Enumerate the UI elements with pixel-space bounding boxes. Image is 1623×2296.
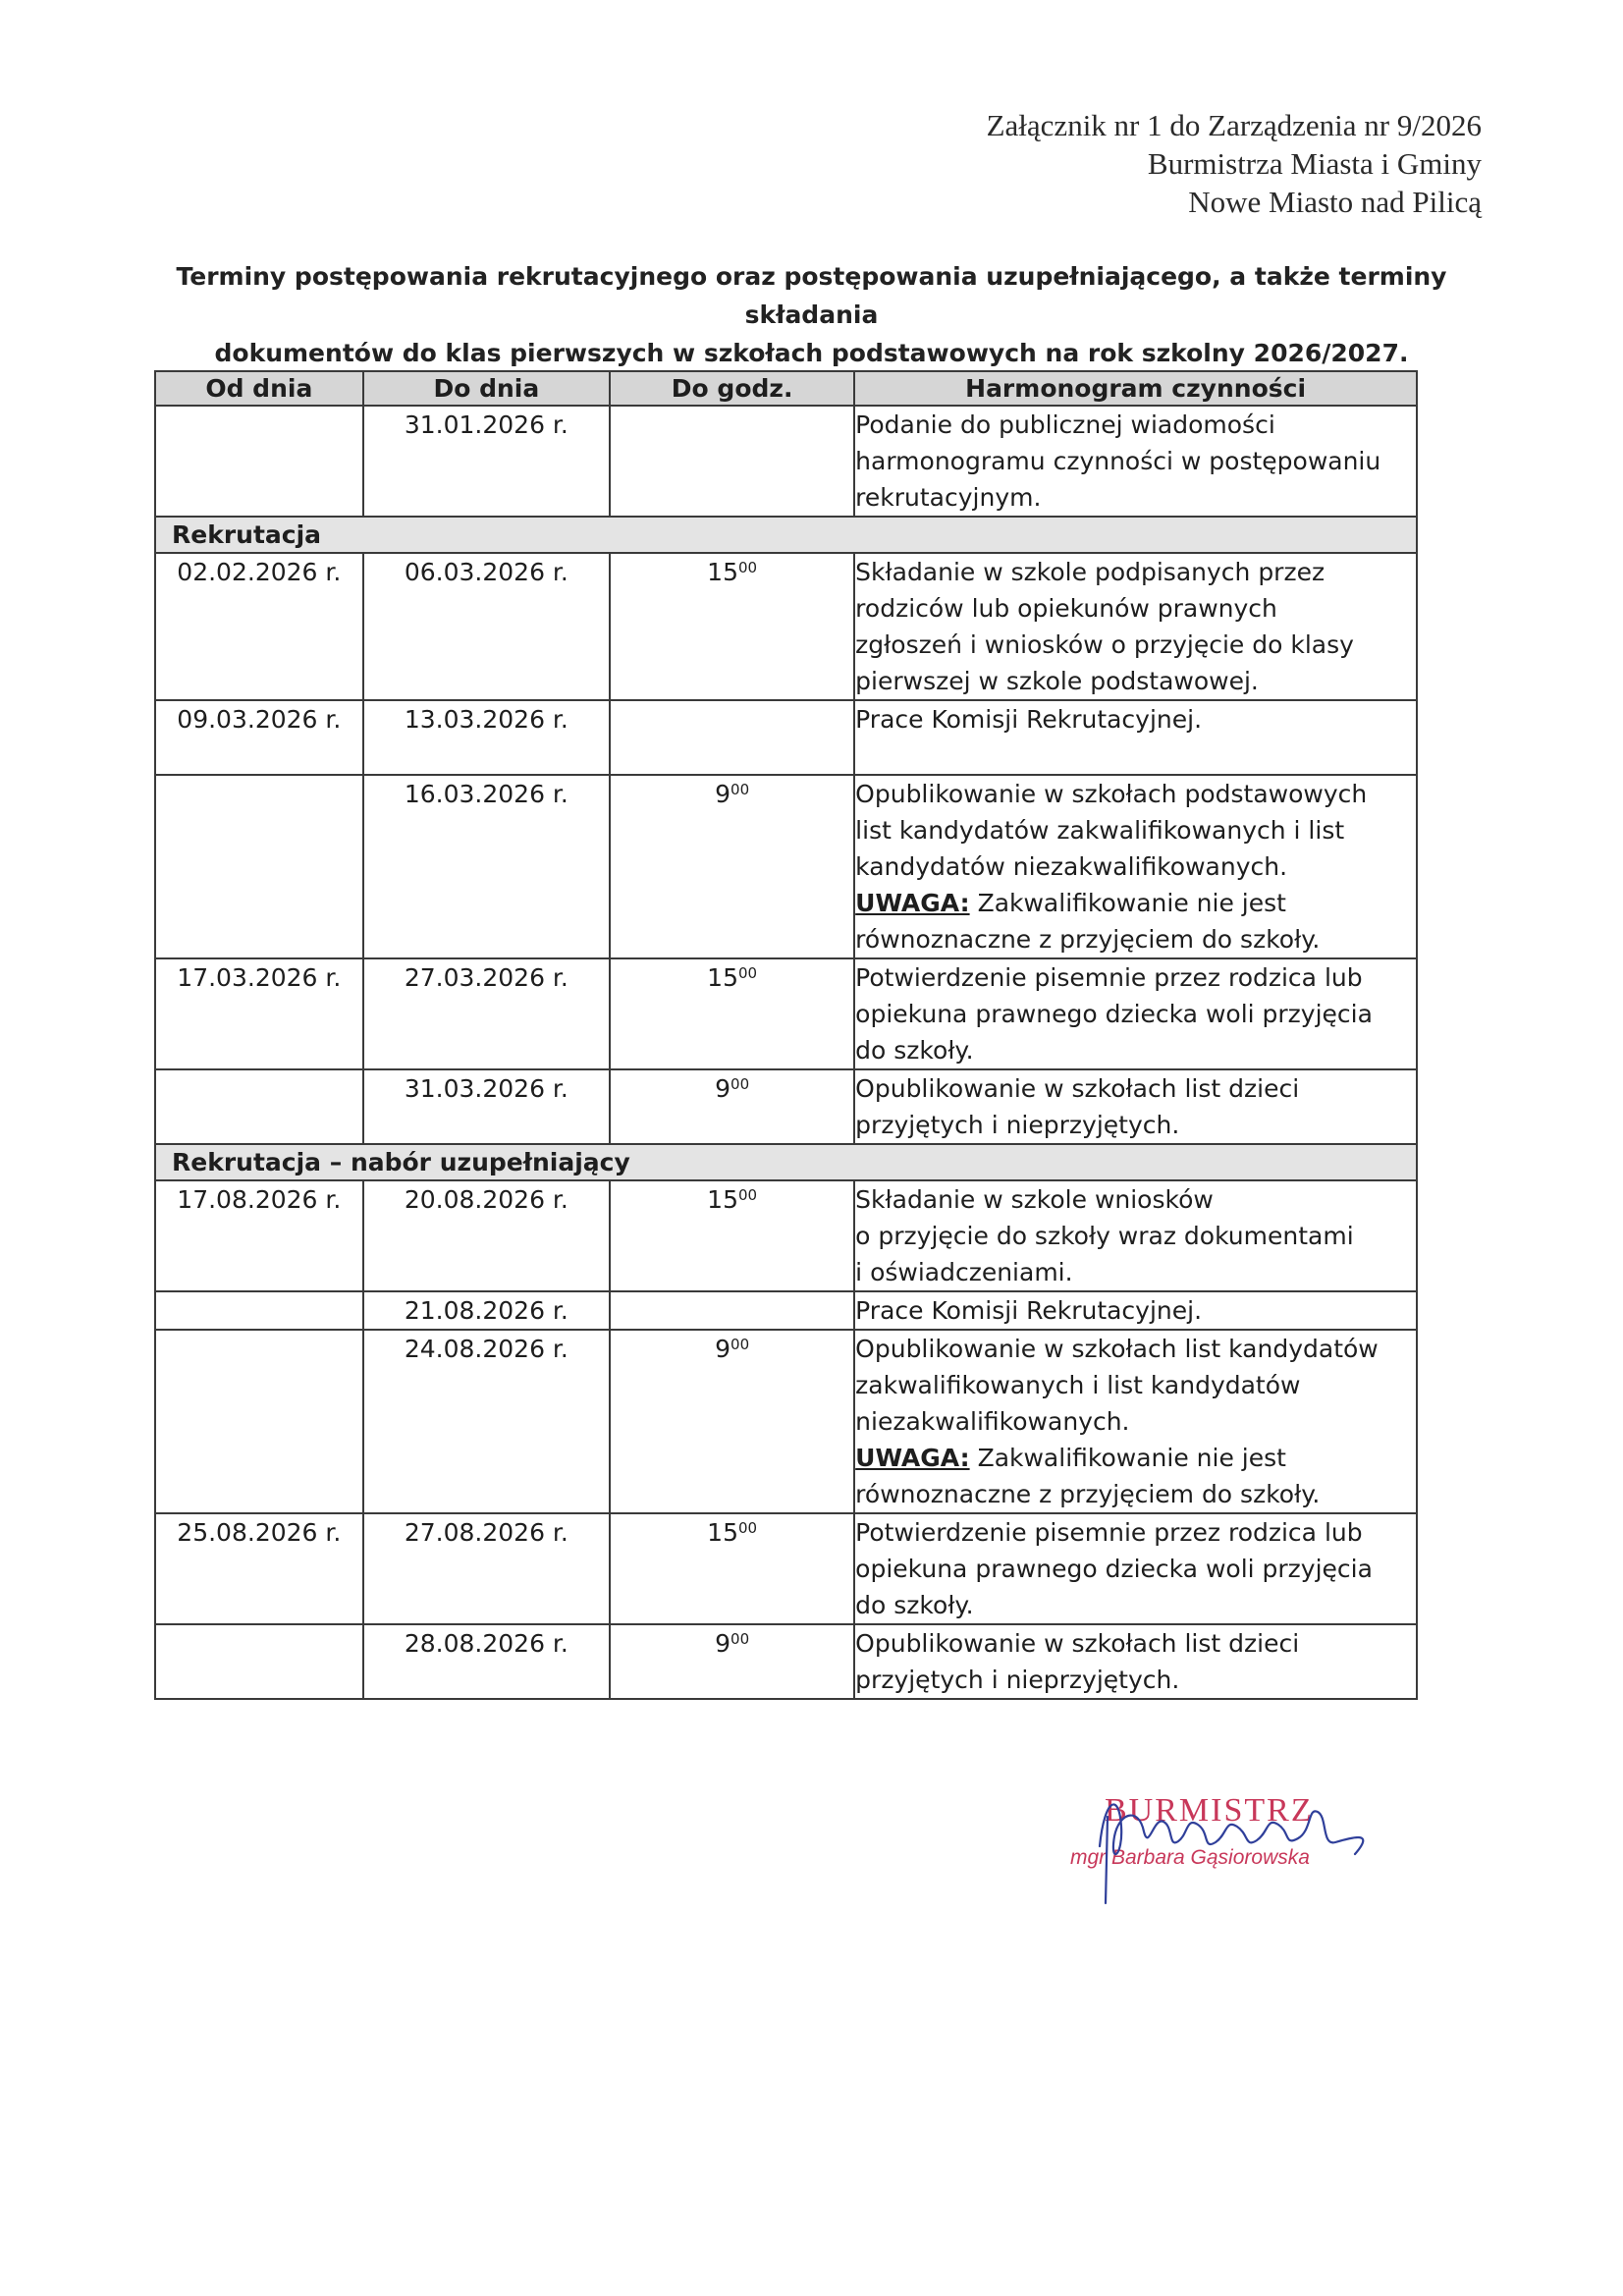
activity-line: kandydatów niezakwalifikowanych.: [855, 852, 1288, 881]
hour-value: 9: [715, 780, 731, 808]
hour-value: 9: [715, 1629, 731, 1658]
uwaga-text-2: równoznaczne z przyjęciem do szkoły.: [855, 1480, 1321, 1508]
cell-od-dnia: 02.02.2026 r.: [155, 553, 363, 700]
cell-do-godz: [610, 1513, 854, 1624]
minutes-value: 00: [737, 1186, 758, 1204]
activity-line: Prace Komisji Rekrutacyjnej.: [855, 705, 1203, 734]
table-row: [155, 775, 1417, 958]
activity-line: zgłoszeń i wniosków o przyjęcie do klasy: [855, 630, 1354, 659]
uwaga-text: Zakwalifikowanie nie jest: [977, 889, 1286, 917]
minutes-value: 00: [730, 1075, 750, 1093]
hour-value: 15: [707, 558, 738, 586]
activity-line: Opublikowanie w szkołach list kandydatów: [855, 1335, 1379, 1363]
schedule-body: [155, 406, 1417, 1699]
cell-do-godz: [610, 700, 854, 775]
title-line-2: dokumentów do klas pierwszych w szkołach podstawowych na rok szkolny 2026/2027.: [214, 339, 1409, 367]
activity-line: Opublikowanie w szkołach list dzieci: [855, 1629, 1300, 1658]
cell-do-godz: [610, 553, 854, 700]
activity-line: Składanie w szkole podpisanych przez: [855, 558, 1325, 586]
header-line-3: Nowe Miasto nad Pilicą: [1188, 185, 1482, 219]
activity-line: Prace Komisji Rekrutacyjnej.: [855, 1296, 1203, 1325]
cell-od-dnia: 17.03.2026 r.: [155, 958, 363, 1069]
cell-do-dnia: 24.08.2026 r.: [363, 1330, 610, 1513]
table-row: [155, 1513, 1417, 1624]
table-row: [155, 1624, 1417, 1699]
burmistrz-stamp-signature: [1060, 1777, 1394, 1935]
document-title: [147, 257, 1476, 372]
cell-do-godz: [610, 406, 854, 517]
cell-harmonogram: [854, 1330, 1417, 1513]
section-label: Rekrutacja: [155, 517, 1417, 553]
minutes-value: 00: [737, 1519, 758, 1537]
col-header-do-godz: Do godz.: [610, 371, 854, 406]
cell-harmonogram: [854, 1513, 1417, 1624]
cell-do-godz: [610, 1180, 854, 1291]
cell-od-dnia: 25.08.2026 r.: [155, 1513, 363, 1624]
hour-value: 15: [707, 1185, 738, 1214]
cell-harmonogram: [854, 553, 1417, 700]
uwaga-note: [855, 1440, 1416, 1476]
activity-line: Opublikowanie w szkołach podstawowych: [855, 780, 1368, 808]
col-header-od-dnia: Od dnia: [155, 371, 363, 406]
activity-line: Potwierdzenie pisemnie przez rodzica lub: [855, 963, 1363, 992]
cell-do-dnia: 13.03.2026 r.: [363, 700, 610, 775]
stamp-title: BURMISTRZ: [1105, 1792, 1314, 1829]
cell-harmonogram: [854, 1180, 1417, 1291]
activity-line: przyjętych i nieprzyjętych.: [855, 1111, 1180, 1139]
hour-value: 15: [707, 1518, 738, 1547]
uwaga-note: [855, 885, 1416, 921]
cell-do-dnia: 06.03.2026 r.: [363, 553, 610, 700]
cell-do-dnia: 21.08.2026 r.: [363, 1291, 610, 1330]
cell-do-dnia: 20.08.2026 r.: [363, 1180, 610, 1291]
activity-line: przyjętych i nieprzyjętych.: [855, 1666, 1180, 1694]
table-row: [155, 1291, 1417, 1330]
cell-do-dnia: 27.08.2026 r.: [363, 1513, 610, 1624]
attachment-header: [987, 106, 1482, 221]
uwaga-text-2: równoznaczne z przyjęciem do szkoły.: [855, 925, 1321, 954]
activity-line: i oświadczeniami.: [855, 1258, 1073, 1286]
cell-harmonogram: [854, 775, 1417, 958]
header-line-1: Załącznik nr 1 do Zarządzenia nr 9/2026: [986, 108, 1482, 142]
uwaga-label: UWAGA:: [855, 1444, 970, 1472]
cell-harmonogram: [854, 1291, 1417, 1330]
table-header-row: [155, 371, 1417, 406]
table-row: [155, 406, 1417, 517]
minutes-value: 00: [730, 1630, 750, 1648]
cell-do-dnia: 31.01.2026 r.: [363, 406, 610, 517]
hour-value: 15: [707, 963, 738, 992]
hour-value: 9: [715, 1335, 731, 1363]
header-line-2: Burmistrza Miasta i Gminy: [1147, 146, 1482, 181]
cell-do-godz: [610, 1291, 854, 1330]
cell-od-dnia: [155, 406, 363, 517]
activity-line: opiekuna prawnego dziecka woli przyjęcia: [855, 1555, 1373, 1583]
cell-do-dnia: 31.03.2026 r.: [363, 1069, 610, 1144]
uwaga-text: Zakwalifikowanie nie jest: [977, 1444, 1286, 1472]
cell-od-dnia: 09.03.2026 r.: [155, 700, 363, 775]
activity-line: niezakwalifikowanych.: [855, 1407, 1130, 1436]
cell-do-godz: [610, 958, 854, 1069]
activity-line: do szkoły.: [855, 1591, 974, 1619]
col-header-harmonogram: Harmonogram czynności: [854, 371, 1417, 406]
section-label: Rekrutacja – nabór uzupełniający: [155, 1144, 1417, 1180]
activity-line: do szkoły.: [855, 1036, 974, 1065]
cell-do-godz: [610, 775, 854, 958]
activity-line: rekrutacyjnym.: [855, 483, 1042, 512]
minutes-value: 00: [737, 964, 758, 982]
table-row: [155, 553, 1417, 700]
activity-line: opiekuna prawnego dziecka woli przyjęcia: [855, 1000, 1373, 1028]
cell-do-dnia: 27.03.2026 r.: [363, 958, 610, 1069]
cell-do-dnia: 28.08.2026 r.: [363, 1624, 610, 1699]
col-header-do-dnia: Do dnia: [363, 371, 610, 406]
cell-do-godz: [610, 1330, 854, 1513]
activity-line: Podanie do publicznej wiadomości: [855, 410, 1275, 439]
title-line-1: Terminy postępowania rekrutacyjnego oraz postępowania uzupełniającego, a także terminy składania: [176, 262, 1447, 329]
cell-od-dnia: [155, 1069, 363, 1144]
minutes-value: 00: [737, 559, 758, 576]
minutes-value: 00: [730, 781, 750, 798]
table-row: [155, 1180, 1417, 1291]
activity-line: pierwszej w szkole podstawowej.: [855, 667, 1259, 695]
cell-harmonogram: [854, 1624, 1417, 1699]
section-row: [155, 1144, 1417, 1180]
activity-line: o przyjęcie do szkoły wraz dokumentami: [855, 1222, 1354, 1250]
schedule-table: [154, 370, 1418, 1700]
cell-od-dnia: [155, 1624, 363, 1699]
cell-do-godz: [610, 1624, 854, 1699]
table-row: [155, 1069, 1417, 1144]
table-row: [155, 700, 1417, 775]
activity-line: harmonogramu czynności w postępowaniu: [855, 447, 1381, 475]
table-row: [155, 1330, 1417, 1513]
cell-do-godz: [610, 1069, 854, 1144]
activity-line: rodziców lub opiekunów prawnych: [855, 594, 1277, 623]
table-row: [155, 958, 1417, 1069]
cell-harmonogram: [854, 1069, 1417, 1144]
activity-line: Składanie w szkole wniosków: [855, 1185, 1214, 1214]
cell-od-dnia: [155, 1330, 363, 1513]
activity-line: Opublikowanie w szkołach list dzieci: [855, 1074, 1300, 1103]
stamp-name: mgr Barbara Gąsiorowska: [1070, 1846, 1310, 1869]
cell-od-dnia: [155, 1291, 363, 1330]
cell-harmonogram: [854, 958, 1417, 1069]
activity-line: list kandydatów zakwalifikowanych i list: [855, 816, 1345, 845]
minutes-value: 00: [730, 1336, 750, 1353]
activity-line: zakwalifikowanych i list kandydatów: [855, 1371, 1301, 1399]
hour-value: 9: [715, 1074, 731, 1103]
activity-line: Potwierdzenie pisemnie przez rodzica lub: [855, 1518, 1363, 1547]
section-row: [155, 517, 1417, 553]
uwaga-label: UWAGA:: [855, 889, 970, 917]
cell-do-dnia: 16.03.2026 r.: [363, 775, 610, 958]
cell-od-dnia: 17.08.2026 r.: [155, 1180, 363, 1291]
cell-harmonogram: [854, 700, 1417, 775]
cell-od-dnia: [155, 775, 363, 958]
activity-line: [855, 738, 1416, 774]
cell-harmonogram: [854, 406, 1417, 517]
